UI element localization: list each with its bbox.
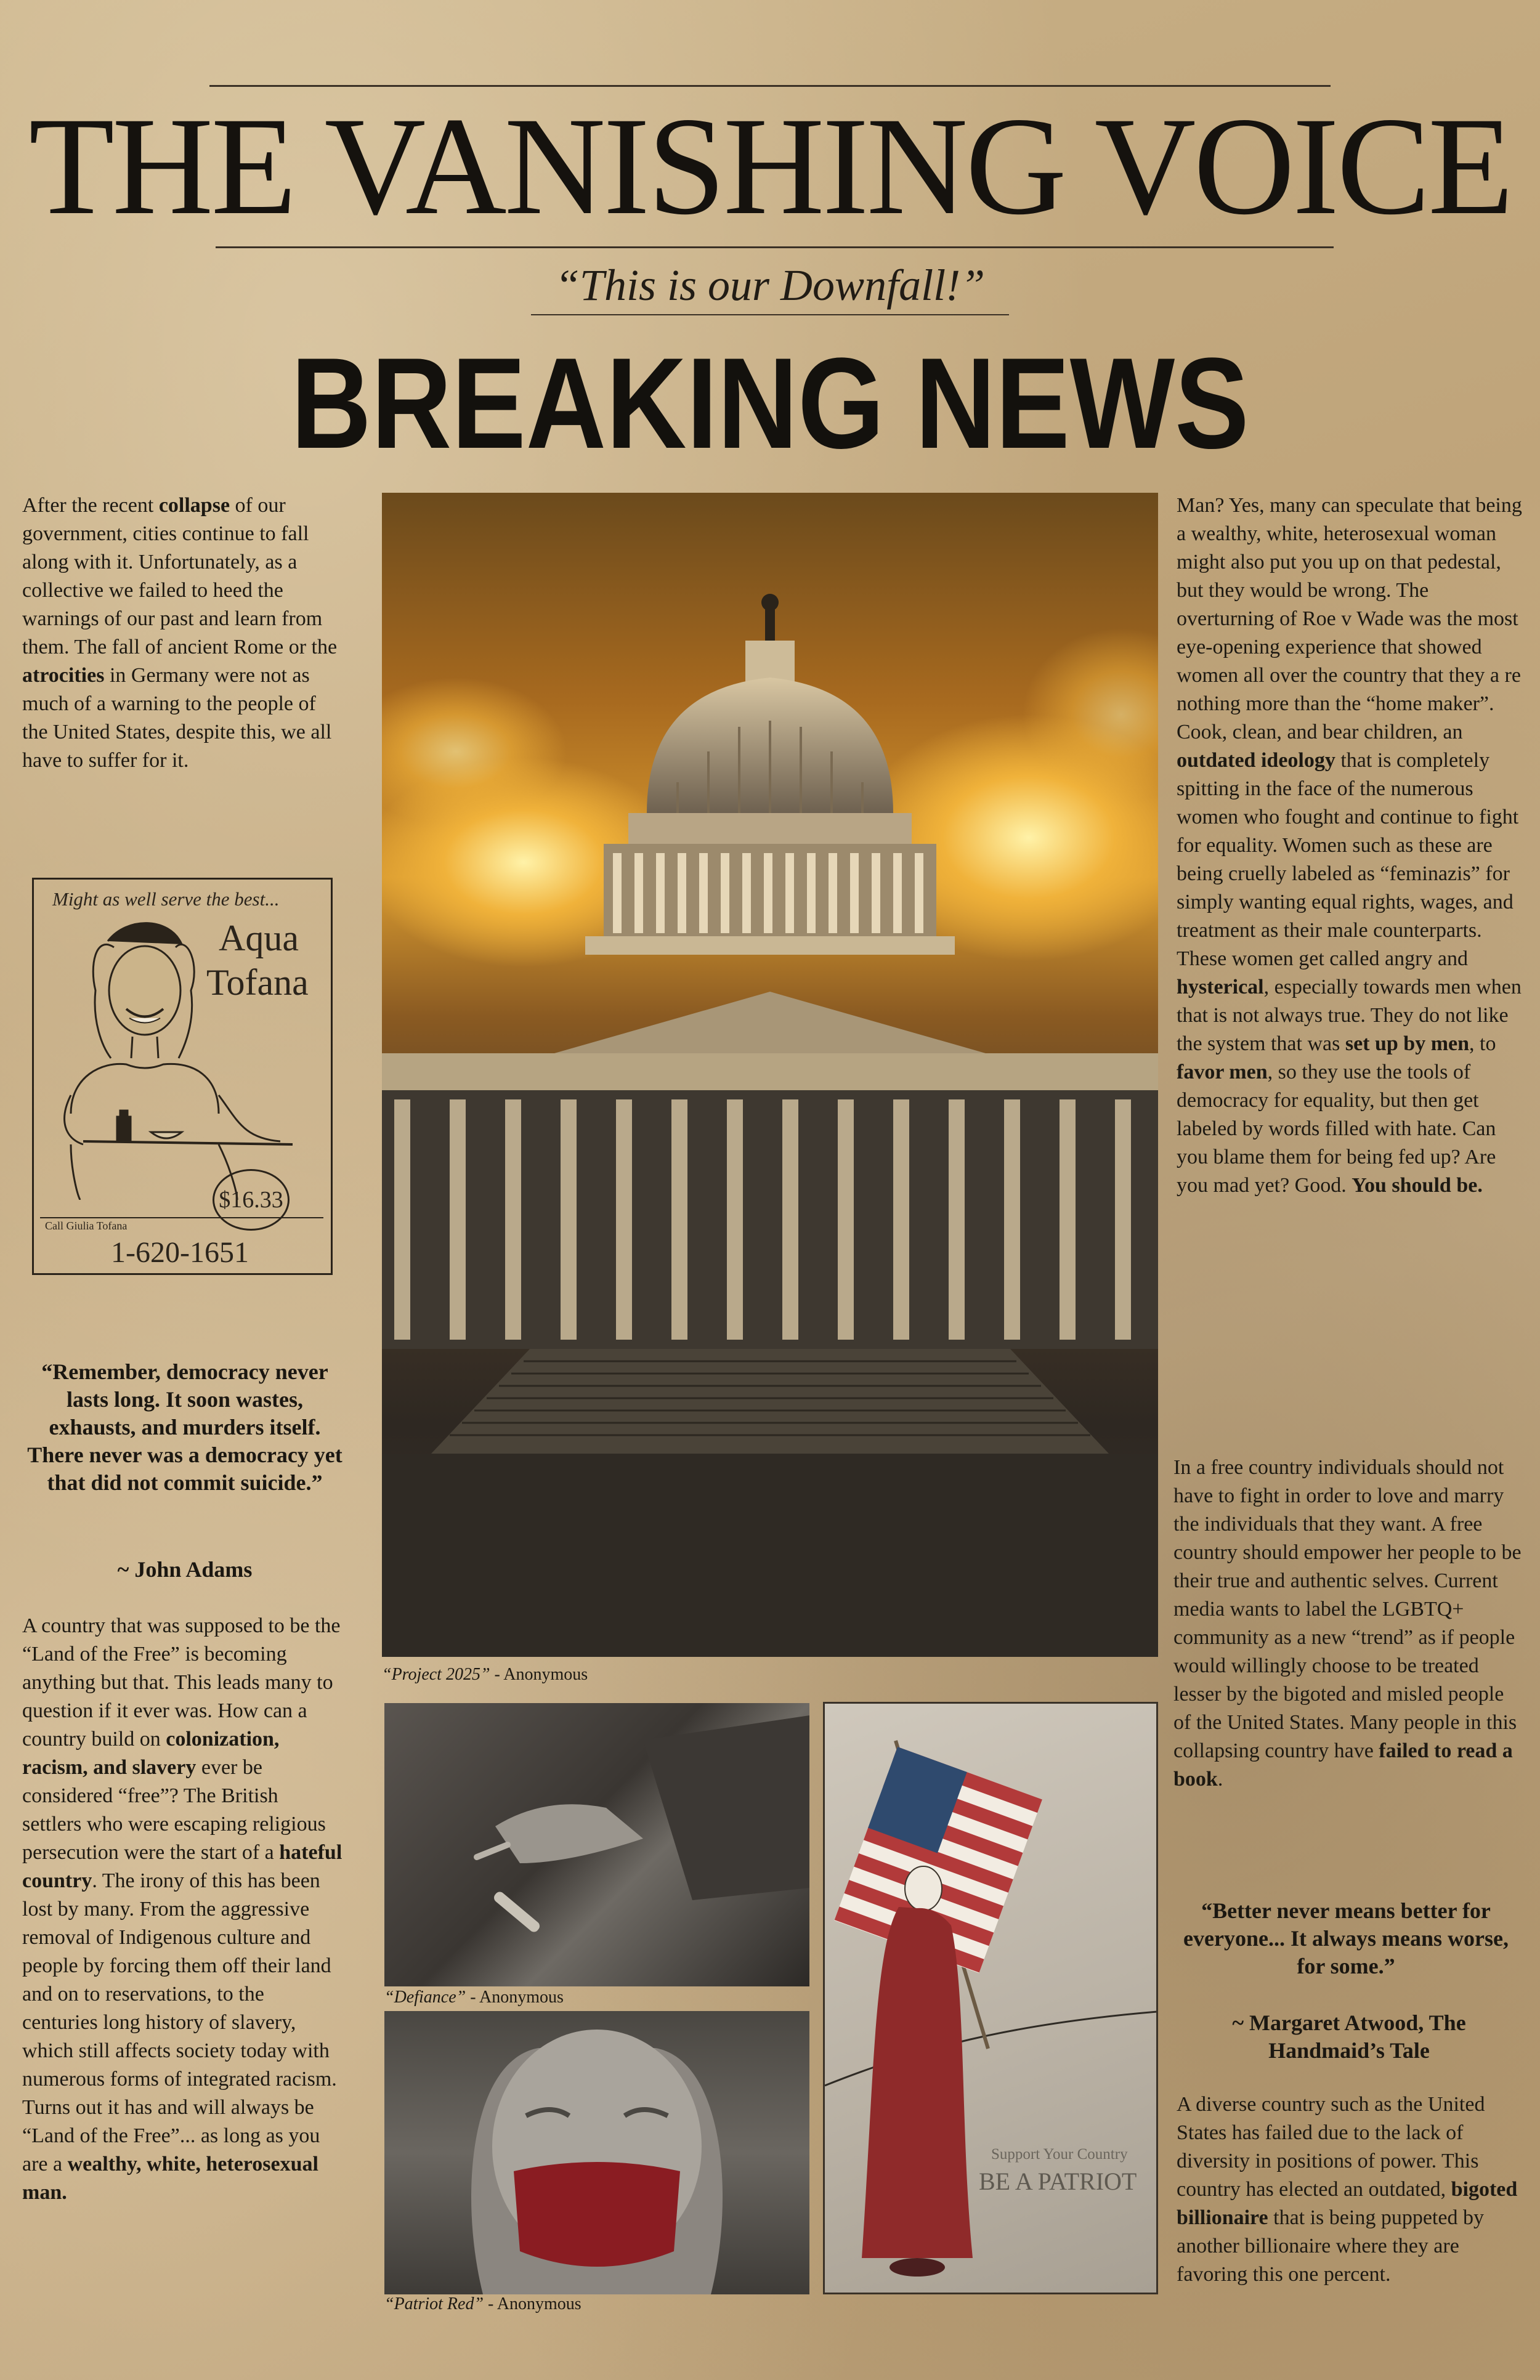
body-text: ever be considered “free”? The British settlers who were escaping religious persecution were the start of a [22, 1756, 326, 1864]
ad-price: $16.33 [219, 1187, 283, 1213]
emphasis-text: set up by men [1345, 1032, 1470, 1055]
body-text: , to [1469, 1032, 1496, 1055]
margaret-atwood-quote: “Better never means better for everyone... It always means worse, for some.” [1183, 1898, 1509, 1978]
masthead-top-rule [209, 85, 1331, 87]
defiance-photo [384, 1703, 809, 1986]
patriot-red-photo [384, 2011, 809, 2294]
newspaper-title: THE VANISHING VOICE [28, 89, 1512, 244]
emphasis-text: colonization, racism, and slavery [22, 1728, 280, 1779]
body-text: After the recent [22, 494, 159, 517]
body-text: , especially towards men when that is not always true. They do not like the system that was [1177, 976, 1522, 1055]
right-article-part1 [1177, 492, 1525, 1200]
poster-line2: BE A PATRIOT [979, 2168, 1137, 2195]
capitol-photo-caption [382, 1664, 588, 1685]
caption-title: “Project 2025” [382, 1665, 490, 1684]
be-a-patriot-poster [823, 1702, 1158, 2294]
caption-credit: - Anonymous [484, 2294, 582, 2313]
emphasis-text: hateful country [22, 1841, 342, 1892]
tagline: “This is our Downfall!” [554, 261, 986, 310]
breaking-news-banner: BREAKING NEWS [291, 331, 1249, 476]
left-intro-article [22, 492, 342, 775]
emphasis-text: hysterical [1177, 976, 1264, 998]
john-adams-quote: “Remember, democracy never lasts long. It soon wastes, exhausts, and murders itself. There never was a democracy yet that did not commit suicide.” [27, 1359, 342, 1495]
body-text: , so they use the tools of democracy for equality, but then get labeled by words filled with hate. Can you blame them for being fed up? Are you mad yet? Good. [1177, 1061, 1496, 1197]
ad-divider [40, 1217, 323, 1218]
emphasis-text: You should be. [1352, 1174, 1483, 1197]
ad-call-line: Call Giulia Tofana [45, 1220, 128, 1232]
ad-phone: 1-620-1651 [111, 1236, 249, 1269]
ad-slogan: Might as well serve the best... [52, 888, 280, 910]
right-article-part2 [1173, 1454, 1522, 1794]
body-text: in Germany were not as much of a warning to the people of the United States, despite this, we all have to suffer for it. [22, 664, 332, 772]
body-text: In a free country individuals should not have to fight in order to love and marry the individuals that they want. A free country should empower her people to be their true and authentic selves. Current media wants to label the LGBTQ+ community as a new “trend” as if people would willingly choose to be treated lesser by the bigoted and misled people of the United States. Many people in this collapsing country have [1173, 1456, 1522, 1762]
caption-credit: - Anonymous [466, 1988, 564, 2007]
caption-title: “Defiance” [384, 1988, 466, 2007]
handmaid-with-flag-illustration [825, 1704, 1157, 2294]
tagline-underline [531, 314, 1009, 315]
ad-brand-line1: Aqua [219, 918, 299, 958]
left-body-article [22, 1612, 342, 2207]
emphasis-text: collapse [158, 494, 230, 517]
body-text: A country that was supposed to be the “Land of the Free” is becoming anything but that. This leads many to question if it ever was. How can a country build on [22, 1614, 341, 1751]
emphasis-text: wealthy, white, heterosexual man. [22, 2153, 318, 2204]
body-text: that is being puppeted by another billionaire where they are favoring this one percent. [1177, 2206, 1484, 2286]
capitol-building-illustration [382, 493, 1158, 1657]
hand-on-table-illustration [384, 1703, 809, 1986]
woman-serving-tray-illustration [34, 910, 331, 1200]
margaret-atwood-attribution: ~ Margaret Atwood, The Handmaid’s Tale [1232, 2010, 1466, 2063]
patriot-red-caption [384, 2294, 582, 2315]
caption-title: “Patriot Red” [384, 2294, 484, 2313]
body-text: Man? Yes, many can speculate that being a wealthy, white, heterosexual woman might also put you up on that pedestal, but they would be wrong. The overturning of Roe v Wade was the most eye-opening experience that showed women all over the country that they a re nothing more than the “home maker”. Cook, clean, and bear children, an [1177, 494, 1522, 743]
masthead-bottom-rule [216, 246, 1334, 248]
emphasis-text: failed to read a book [1173, 1739, 1513, 1791]
emphasis-text: outdated ideology [1177, 749, 1335, 772]
emphasis-text: favor men [1177, 1061, 1268, 1083]
emphasis-text: bigoted billionaire [1177, 2178, 1518, 2229]
right-article-part3 [1177, 2091, 1525, 2289]
caption-credit: - Anonymous [490, 1665, 588, 1684]
ad-brand-line2: Tofana [206, 962, 309, 1003]
body-text: . [1217, 1768, 1223, 1791]
defiance-caption [384, 1987, 564, 2008]
john-adams-attribution: ~ John Adams [117, 1557, 253, 1582]
body-text: of our government, cities continue to fall along with it. Unfortunately, as a collective we failed to heed the warnings of our past and learn from them. The fall of ancient Rome or the [22, 494, 338, 658]
body-text: that is completely spitting in the face of the numerous women who fought and continue to fight for equality. Women such as these are being cruelly labeled as “feminazis” for simply wanting equal rights, wages, and treatment as their male counterparts. These women get called angry and [1177, 749, 1519, 970]
masked-face-illustration [384, 2011, 809, 2294]
emphasis-text: atrocities [22, 664, 105, 687]
body-text: A diverse country such as the United States has failed due to the lack of diversity in positions of power. This country has elected an outdated, [1177, 2093, 1485, 2201]
aqua-tofana-ad [32, 878, 333, 1275]
capitol-photo [382, 493, 1158, 1657]
body-text: . The irony of this has been lost by many. From the aggressive removal of Indigenous culture and people by forcing them off their land and on to reservations, to the centuries long history of slavery, which still affects society today with numerous forms of integrated racism. Turns out it has and will always be “Land of the Free”... as long as you are a [22, 1869, 337, 2176]
poster-line1: Support Your Country [991, 2146, 1128, 2163]
